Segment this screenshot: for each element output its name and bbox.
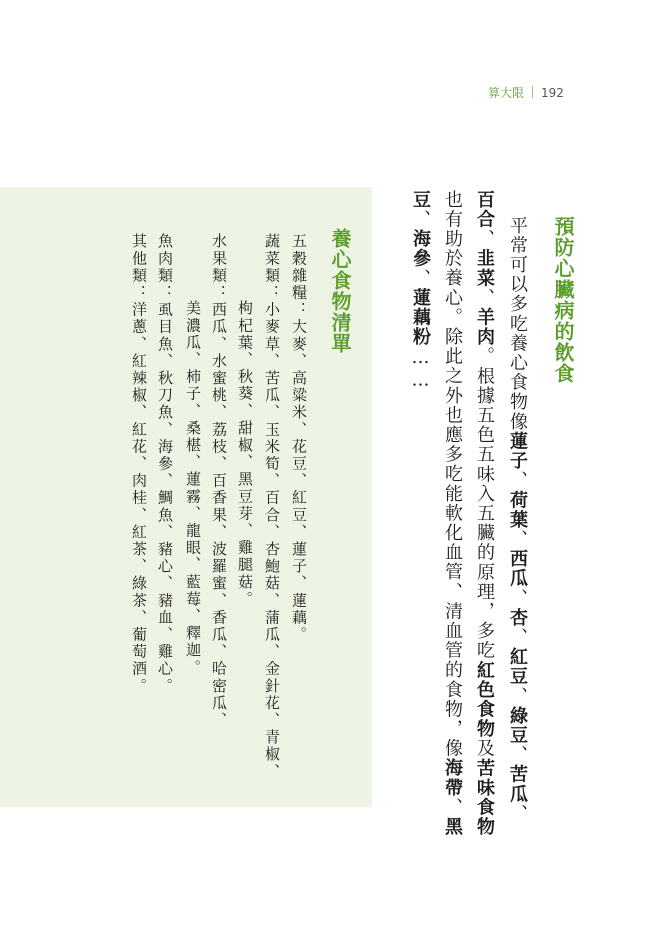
text-run: 及 xyxy=(474,738,495,759)
text-run: 、 xyxy=(507,804,528,824)
bold-food-term: 豆 xyxy=(410,190,431,210)
bold-food-term: 百合 xyxy=(474,190,495,230)
text-run: 、 xyxy=(507,529,528,550)
list-line-others: 其他類：洋蔥、紅辣椒、紅花、肉桂、紅茶、綠茶、葡萄酒。 xyxy=(130,233,148,695)
text-run: 平常可以多吃養心食物像 xyxy=(507,216,528,432)
text-run: 、 xyxy=(410,268,431,289)
page-number: 192 xyxy=(541,86,564,100)
article-column-4 xyxy=(411,190,429,392)
sidebar-title: 養心食物清單 xyxy=(328,228,352,354)
bold-food-term: 黑 xyxy=(442,817,463,837)
list-line-fruits: 水果類：西瓜、水蜜桃、荔枝、百香果、波羅蜜、香瓜、哈密瓜、 xyxy=(210,233,228,729)
bold-food-term: 蓮藕粉 xyxy=(410,288,431,347)
list-line-vegetables: 蔬菜類：小麥草、苦瓜、玉米筍、百合、杏鮑菇、蒲瓜、金針花、青椒、 xyxy=(263,233,281,781)
article-column-2 xyxy=(475,190,493,837)
bold-food-term: 西瓜 xyxy=(507,549,528,589)
header-divider xyxy=(532,86,533,98)
text-run: 、 xyxy=(474,229,495,249)
running-header xyxy=(488,84,564,101)
list-line-fruits-cont: 美濃瓜、柿子、桑椹、蓮霧、龍眼、藍莓、釋迦。 xyxy=(184,300,202,677)
list-line-vegetables-cont: 枸杞葉、秋葵、甜椒、黑豆芽、雞腿菇。 xyxy=(236,300,254,608)
bold-food-term: 綠豆 xyxy=(507,706,528,746)
bold-food-term: 海帶 xyxy=(442,758,463,798)
bold-food-term: 荷葉 xyxy=(507,490,528,530)
text-run: …… xyxy=(410,346,431,393)
bold-food-term: 苦味食物 xyxy=(474,758,495,837)
text-run: 也有助於養心。除此之外也應多吃能軟化血管、清血管的食物，像 xyxy=(442,190,463,759)
text-run: 。根據五色五味入五臟的原理，多吃 xyxy=(474,346,495,661)
bold-food-term: 韭菜 xyxy=(474,248,495,289)
article-column-3 xyxy=(443,190,461,837)
text-run: 、 xyxy=(507,470,528,491)
bold-food-term: 紅色食物 xyxy=(474,660,495,739)
text-run: 、 xyxy=(474,288,495,308)
text-run: 、 xyxy=(507,588,528,609)
list-line-grains: 五穀雜糧：大麥、高粱米、花豆、紅豆、蓮子、蓮藕。 xyxy=(290,233,308,644)
bold-food-term: 蓮子 xyxy=(507,431,528,471)
bold-food-term: 紅豆 xyxy=(507,647,528,687)
text-run: 、 xyxy=(507,745,528,765)
text-run: 、 xyxy=(507,627,528,648)
bold-food-term: 苦瓜 xyxy=(507,764,528,805)
text-run: 、 xyxy=(410,209,431,230)
article-title: 預防心臟病的飲食 xyxy=(551,216,575,384)
bold-food-term: 海參 xyxy=(410,229,431,269)
book-title: 算大限 xyxy=(488,86,525,100)
text-run: 、 xyxy=(507,686,528,707)
text-run: 、 xyxy=(442,797,463,818)
bold-food-term: 羊肉 xyxy=(474,307,495,347)
list-line-fish-meat: 魚肉類：虱目魚、秋刀魚、海參、鯛魚、豬心、豬血、雞心。 xyxy=(156,233,174,695)
bold-food-term: 杏 xyxy=(507,608,528,628)
article-column-1 xyxy=(508,216,526,824)
